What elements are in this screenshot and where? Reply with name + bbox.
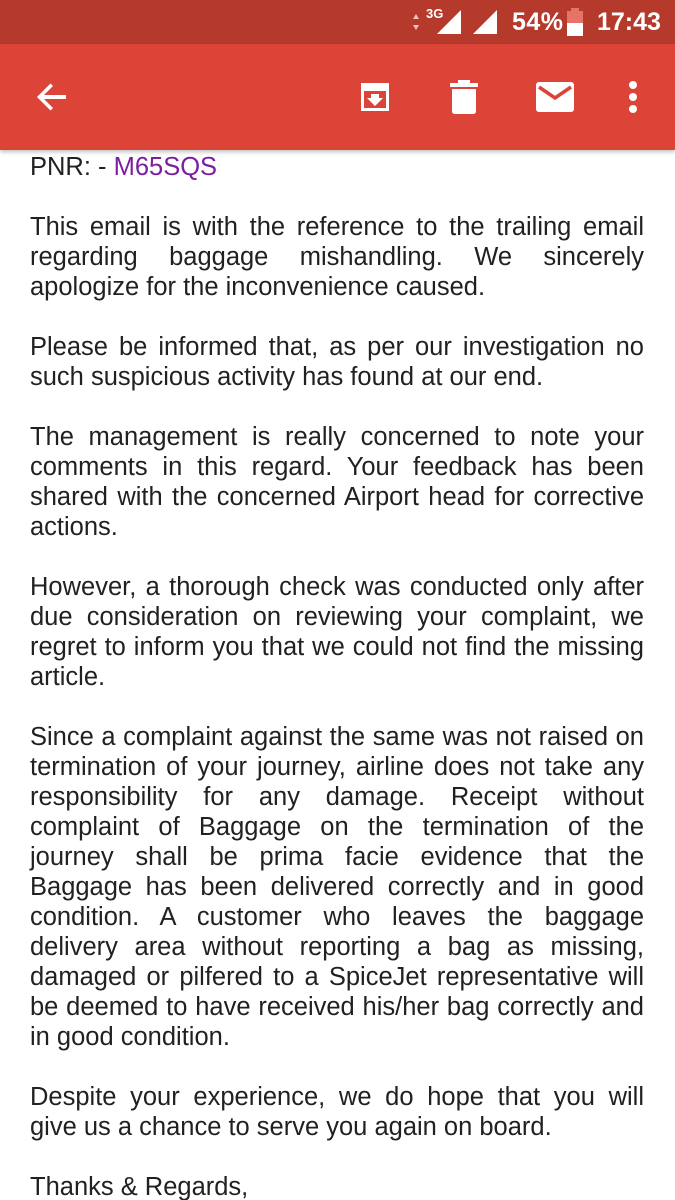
mark-unread-button[interactable]	[529, 71, 581, 123]
email-body	[30, 152, 644, 1200]
battery-percent: 54%	[512, 7, 564, 36]
battery-icon	[566, 0, 584, 44]
trash-icon	[449, 79, 479, 115]
email-paragraph: Since a complaint against the same was not raised on termination of your journey, airline does not take any responsibility for any damage. Receipt without complaint of Baggage on the termination of the journey shall be prima facie evidence that the Baggage has been delivered correctly and in good condition. A customer who leaves the baggage delivery area without reporting a bag as missing, damaged or pilfered to a SpiceJet representative will be deemed to have received his/her bag correctly and in good condition.	[30, 723, 644, 1051]
more-options-button[interactable]	[607, 71, 659, 123]
archive-button[interactable]	[349, 71, 401, 123]
signal-strength-icon	[436, 0, 462, 44]
data-activity-icon	[412, 0, 420, 44]
email-signoff: Thanks & Regards,	[30, 1173, 249, 1200]
delete-button[interactable]	[438, 71, 490, 123]
pnr-label: PNR: -	[30, 153, 114, 181]
pnr-line	[30, 152, 644, 182]
mail-icon	[535, 81, 575, 113]
pnr-code[interactable]: M65SQS	[113, 153, 218, 181]
back-button[interactable]	[26, 71, 78, 123]
app-bar	[0, 44, 675, 150]
signal-strength-icon-2	[472, 0, 498, 44]
email-paragraph: Please be informed that, as per our investigation no such suspicious activity has found at our end.	[30, 333, 644, 391]
network-type-label: 3G	[426, 5, 444, 21]
more-vertical-icon	[627, 80, 639, 114]
arrow-left-icon	[35, 80, 69, 114]
clock: 17:43	[597, 7, 661, 36]
email-paragraph: However, a thorough check was conducted only after due consideration on reviewing your complaint, we regret to inform you that we could not find the missing article.	[30, 573, 644, 691]
archive-icon	[357, 79, 393, 115]
email-paragraph: Despite your experience, we do hope that you will give us a chance to serve you again on board.	[30, 1083, 644, 1141]
email-paragraph: The management is really concerned to note your comments in this regard. Your feedback has been shared with the concerned Airport head for corrective actions.	[30, 423, 644, 541]
status-bar	[0, 0, 675, 44]
email-paragraph: This email is with the reference to the trailing email regarding baggage mishandling. We sincerely apologize for the inconvenience caused.	[30, 213, 644, 301]
